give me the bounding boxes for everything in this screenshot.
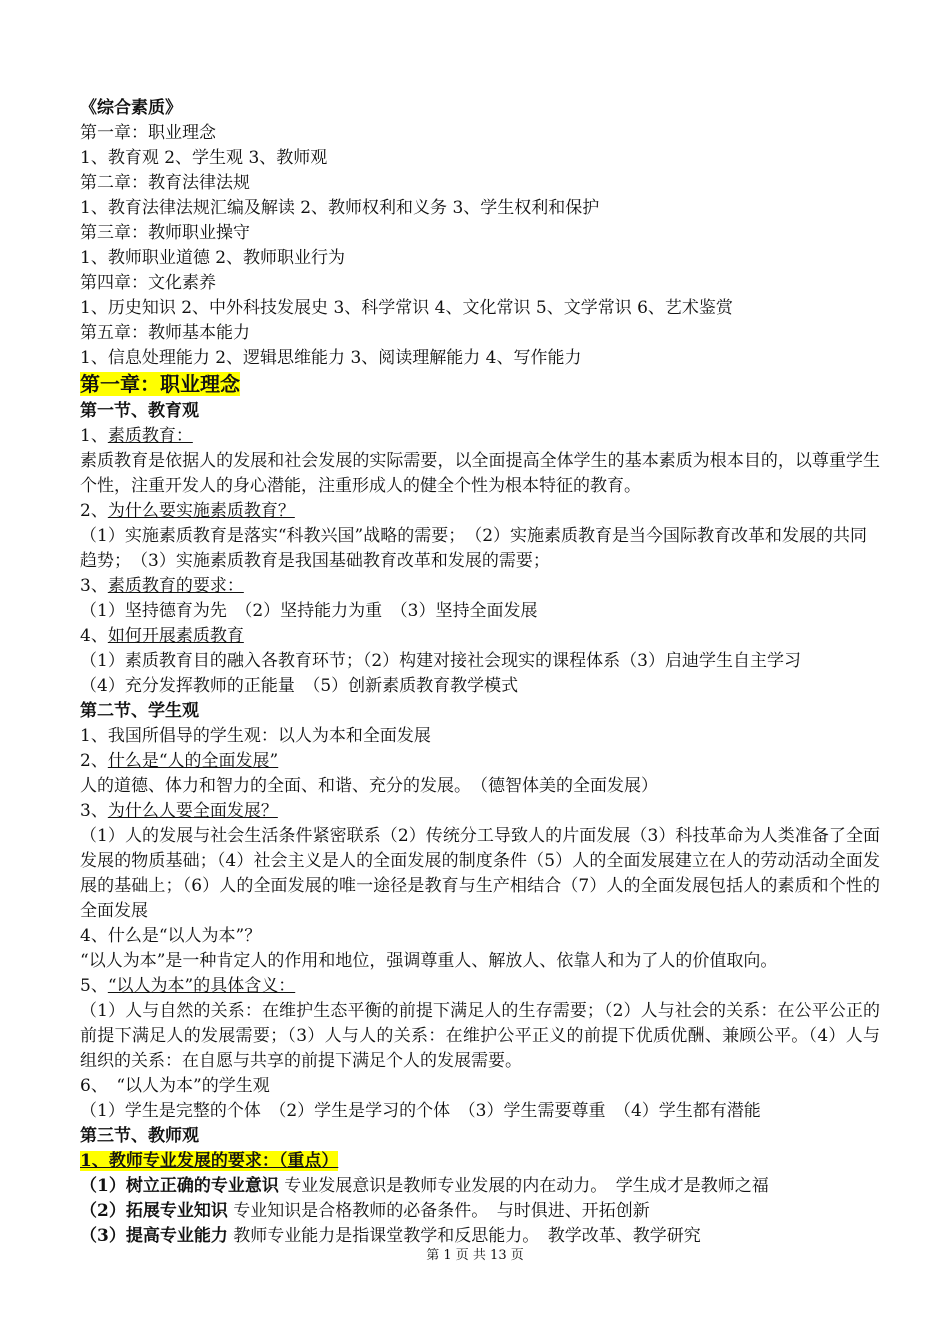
answer-paragraph: （1）素质教育目的融入各教育环节；（2）构建对接社会现实的课程体系（3）启迪学生自主学习	[80, 651, 801, 671]
list-item	[80, 1224, 880, 1249]
toc-line: 第二章：教育法律法规	[80, 173, 250, 193]
answer-paragraph: （1）学生是完整的个体 （2）学生是学习的个体 （3）学生需要尊重 （4）学生都有潜能	[80, 1101, 761, 1121]
toc-line: 第一章：职业理念	[80, 123, 216, 143]
item-text: 教师专业能力是指课堂教学和反思能力。 教学改革、教学研究	[227, 1226, 701, 1246]
section-heading: 第三节、教师观	[80, 1126, 199, 1146]
toc-line: 1、信息处理能力 2、逻辑思维能力 3、阅读理解能力 4、写作能力	[80, 348, 582, 368]
question-line: 1、素质教育：	[80, 426, 193, 446]
answer-paragraph: （1）实施素质教育是落实“科教兴国”战略的需要； （2）实施素质教育是当今国际教育改革和发展的共同趋势； （3）实施素质教育是我国基础教育改革和发展的需要；	[80, 526, 868, 571]
item-head: （2）拓展专业知识	[80, 1201, 228, 1221]
answer-paragraph: 人的道德、体力和智力的全面、和谐、充分的发展。 （德智体美的全面发展）	[80, 776, 658, 796]
question-line: 2、为什么要实施素质教育？	[80, 501, 295, 521]
question-text: 素质教育的要求：	[107, 576, 244, 596]
item-head: （1）树立正确的专业意识	[80, 1176, 279, 1196]
question-text: “以人为本”的具体含义：	[107, 976, 296, 996]
toc-line: 第五章：教师基本能力	[80, 323, 250, 343]
question-line: 5、“以人为本”的具体含义：	[80, 976, 296, 996]
question-line: 3、素质教育的要求：	[80, 576, 244, 596]
item-text: 专业知识是合格教师的必备条件。 与时俱进、开拓创新	[227, 1201, 650, 1221]
question-line: 2、什么是“人的全面发展”	[80, 751, 279, 771]
answer-paragraph: （1）坚持德育为先 （2）坚持能力为重 （3）坚持全面发展	[80, 601, 538, 621]
text-line: 1、我国所倡导的学生观：以人为本和全面发展	[80, 726, 431, 746]
section-heading: 第二节、学生观	[80, 701, 199, 721]
highlighted-question: 1、教师专业发展的要求：（重点）	[80, 1151, 339, 1171]
answer-paragraph: “以人为本”是一种肯定人的作用和地位，强调尊重人、解放人、依靠人和为了人的价值取向。	[80, 951, 778, 971]
question-line: 4、如何开展素质教育	[80, 626, 244, 646]
answer-paragraph: （1）人的发展与社会生活条件紧密联系（2）传统分工导致人的片面发展（3）科技革命为人类准备了全面发展的物质基础；（4）社会主义是人的全面发展的制度条件（5）人的全面发展建立在人的劳动活动全面发展的基础上；（6）人的全面发展的唯一途径是教育与生产相结合（7）人的全面发展包括人的素质和个性的全面发展	[80, 826, 880, 921]
text-line: 6、 “以人为本”的学生观	[80, 1076, 270, 1096]
question-line: 3、为什么人要全面发展？	[80, 801, 278, 821]
text-line: 4、什么是“以人为本”？	[80, 926, 262, 946]
toc-line: 1、教育法律法规汇编及解读 2、教师权利和义务 3、学生权利和保护	[80, 198, 600, 218]
section-heading: 第一节、教育观	[80, 401, 199, 421]
answer-paragraph: （4）充分发挥教师的正能量 （5）创新素质教育教学模式	[80, 676, 519, 696]
answer-paragraph: （1）人与自然的关系：在维护生态平衡的前提下满足人的生存需要；（2）人与社会的关系：在公平公正的前提下满足人的发展需要；（3）人与人的关系：在维护公平正义的前提下优质优酬、兼顾公平。（4）人与组织的关系：在自愿与共享的前提下满足个人的发展需要。	[80, 1001, 880, 1071]
page-footer: 第 1 页 共 13 页	[426, 1248, 524, 1263]
item-text: 专业发展意识是教师专业发展的内在动力。 学生成才是教师之福	[278, 1176, 769, 1196]
toc-line: 第四章：文化素养	[80, 273, 216, 293]
document-page	[80, 96, 880, 1249]
question-text: 素质教育：	[107, 426, 193, 446]
toc-line: 1、教师职业道德 2、教师职业行为	[80, 248, 346, 268]
answer-paragraph: 素质教育是依据人的发展和社会发展的实际需要，以全面提高全体学生的基本素质为根本目的，以尊重学生个性，注重开发人的身心潜能，注重形成人的健全个性为根本特征的教育。	[80, 451, 880, 496]
item-head: （3）提高专业能力	[80, 1226, 228, 1246]
question-text: 为什么要实施素质教育？	[107, 501, 295, 521]
list-item	[80, 1174, 880, 1199]
doc-title: 《综合素质》	[80, 98, 182, 118]
list-item	[80, 1199, 880, 1224]
chapter-heading: 第一章：职业理念	[80, 372, 240, 396]
toc-line: 1、教育观 2、学生观 3、教师观	[80, 148, 328, 168]
question-text: 什么是“人的全面发展”	[107, 751, 279, 771]
question-text: 如何开展素质教育	[107, 626, 244, 646]
question-text: 为什么人要全面发展？	[107, 801, 278, 821]
toc-line: 1、历史知识 2、中外科技发展史 3、科学常识 4、文化常识 5、文学常识 6、艺术鉴赏	[80, 298, 733, 318]
toc-line: 第三章：教师职业操守	[80, 223, 250, 243]
